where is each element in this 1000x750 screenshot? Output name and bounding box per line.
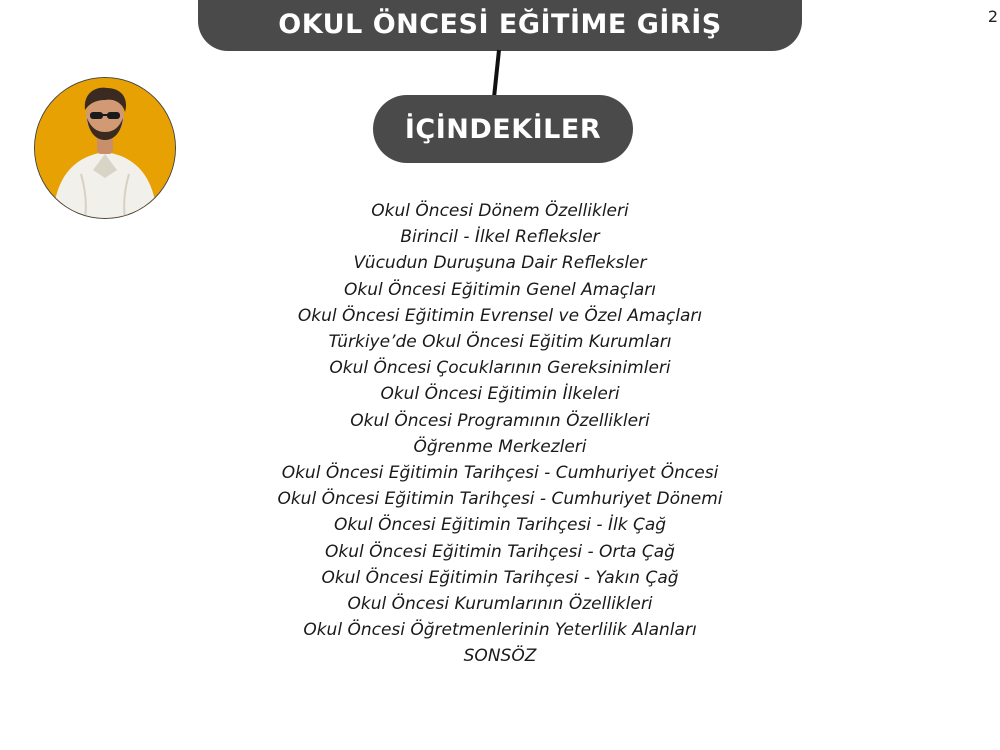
toc-item[interactable]: Okul Öncesi Çocuklarının Gereksinimleri — [329, 358, 671, 379]
toc-item[interactable]: Okul Öncesi Programının Özellikleri — [350, 410, 650, 431]
connector-line — [492, 50, 501, 96]
page-title: OKUL ÖNCESİ EĞİTİME GİRİŞ — [278, 9, 722, 40]
toc-item[interactable]: Okul Öncesi Eğitimin Tarihçesi - Cumhuriyet Öncesi — [281, 463, 719, 484]
toc-item[interactable]: SONSÖZ — [463, 646, 537, 667]
toc-item[interactable]: Okul Öncesi Eğitimin İlkeleri — [380, 384, 620, 405]
page-number: 2 — [987, 7, 998, 26]
toc-item[interactable]: Okul Öncesi Dönem Özellikleri — [371, 201, 629, 221]
toc-item[interactable]: Okul Öncesi Eğitimin Tarihçesi - Yakın Çağ — [321, 567, 679, 588]
toc-item[interactable]: Vücudun Duruşuna Dair Refleksler — [353, 253, 647, 274]
title-banner — [198, 0, 802, 51]
section-heading-pill — [373, 95, 633, 163]
toc-item[interactable]: Öğrenme Merkezleri — [413, 436, 587, 457]
toc-item[interactable]: Okul Öncesi Eğitimin Evrensel ve Özel Amaçları — [297, 305, 703, 326]
person-photo-icon — [35, 78, 175, 218]
toc-item[interactable]: Okul Öncesi Eğitimin Tarihçesi - Cumhuriyet Dönemi — [277, 489, 723, 510]
toc-item[interactable]: Okul Öncesi Eğitimin Tarihçesi - İlk Çağ — [333, 515, 667, 536]
toc-item[interactable]: Okul Öncesi Eğitimin Tarihçesi - Orta Çağ — [325, 541, 675, 562]
toc-item[interactable]: Okul Öncesi Kurumlarının Özellikleri — [347, 594, 653, 615]
toc-item[interactable]: Türkiye’de Okul Öncesi Eğitim Kurumları — [328, 332, 672, 353]
toc-item[interactable]: Okul Öncesi Eğitimin Genel Amaçları — [344, 279, 656, 300]
section-heading: İÇİNDEKİLER — [404, 113, 602, 145]
table-of-contents — [100, 198, 900, 670]
avatar — [35, 78, 175, 218]
toc-item[interactable]: Birincil - İlkel Refleksler — [400, 227, 600, 248]
toc-item[interactable]: Okul Öncesi Öğretmenlerinin Yeterlilik Alanları — [303, 620, 697, 641]
